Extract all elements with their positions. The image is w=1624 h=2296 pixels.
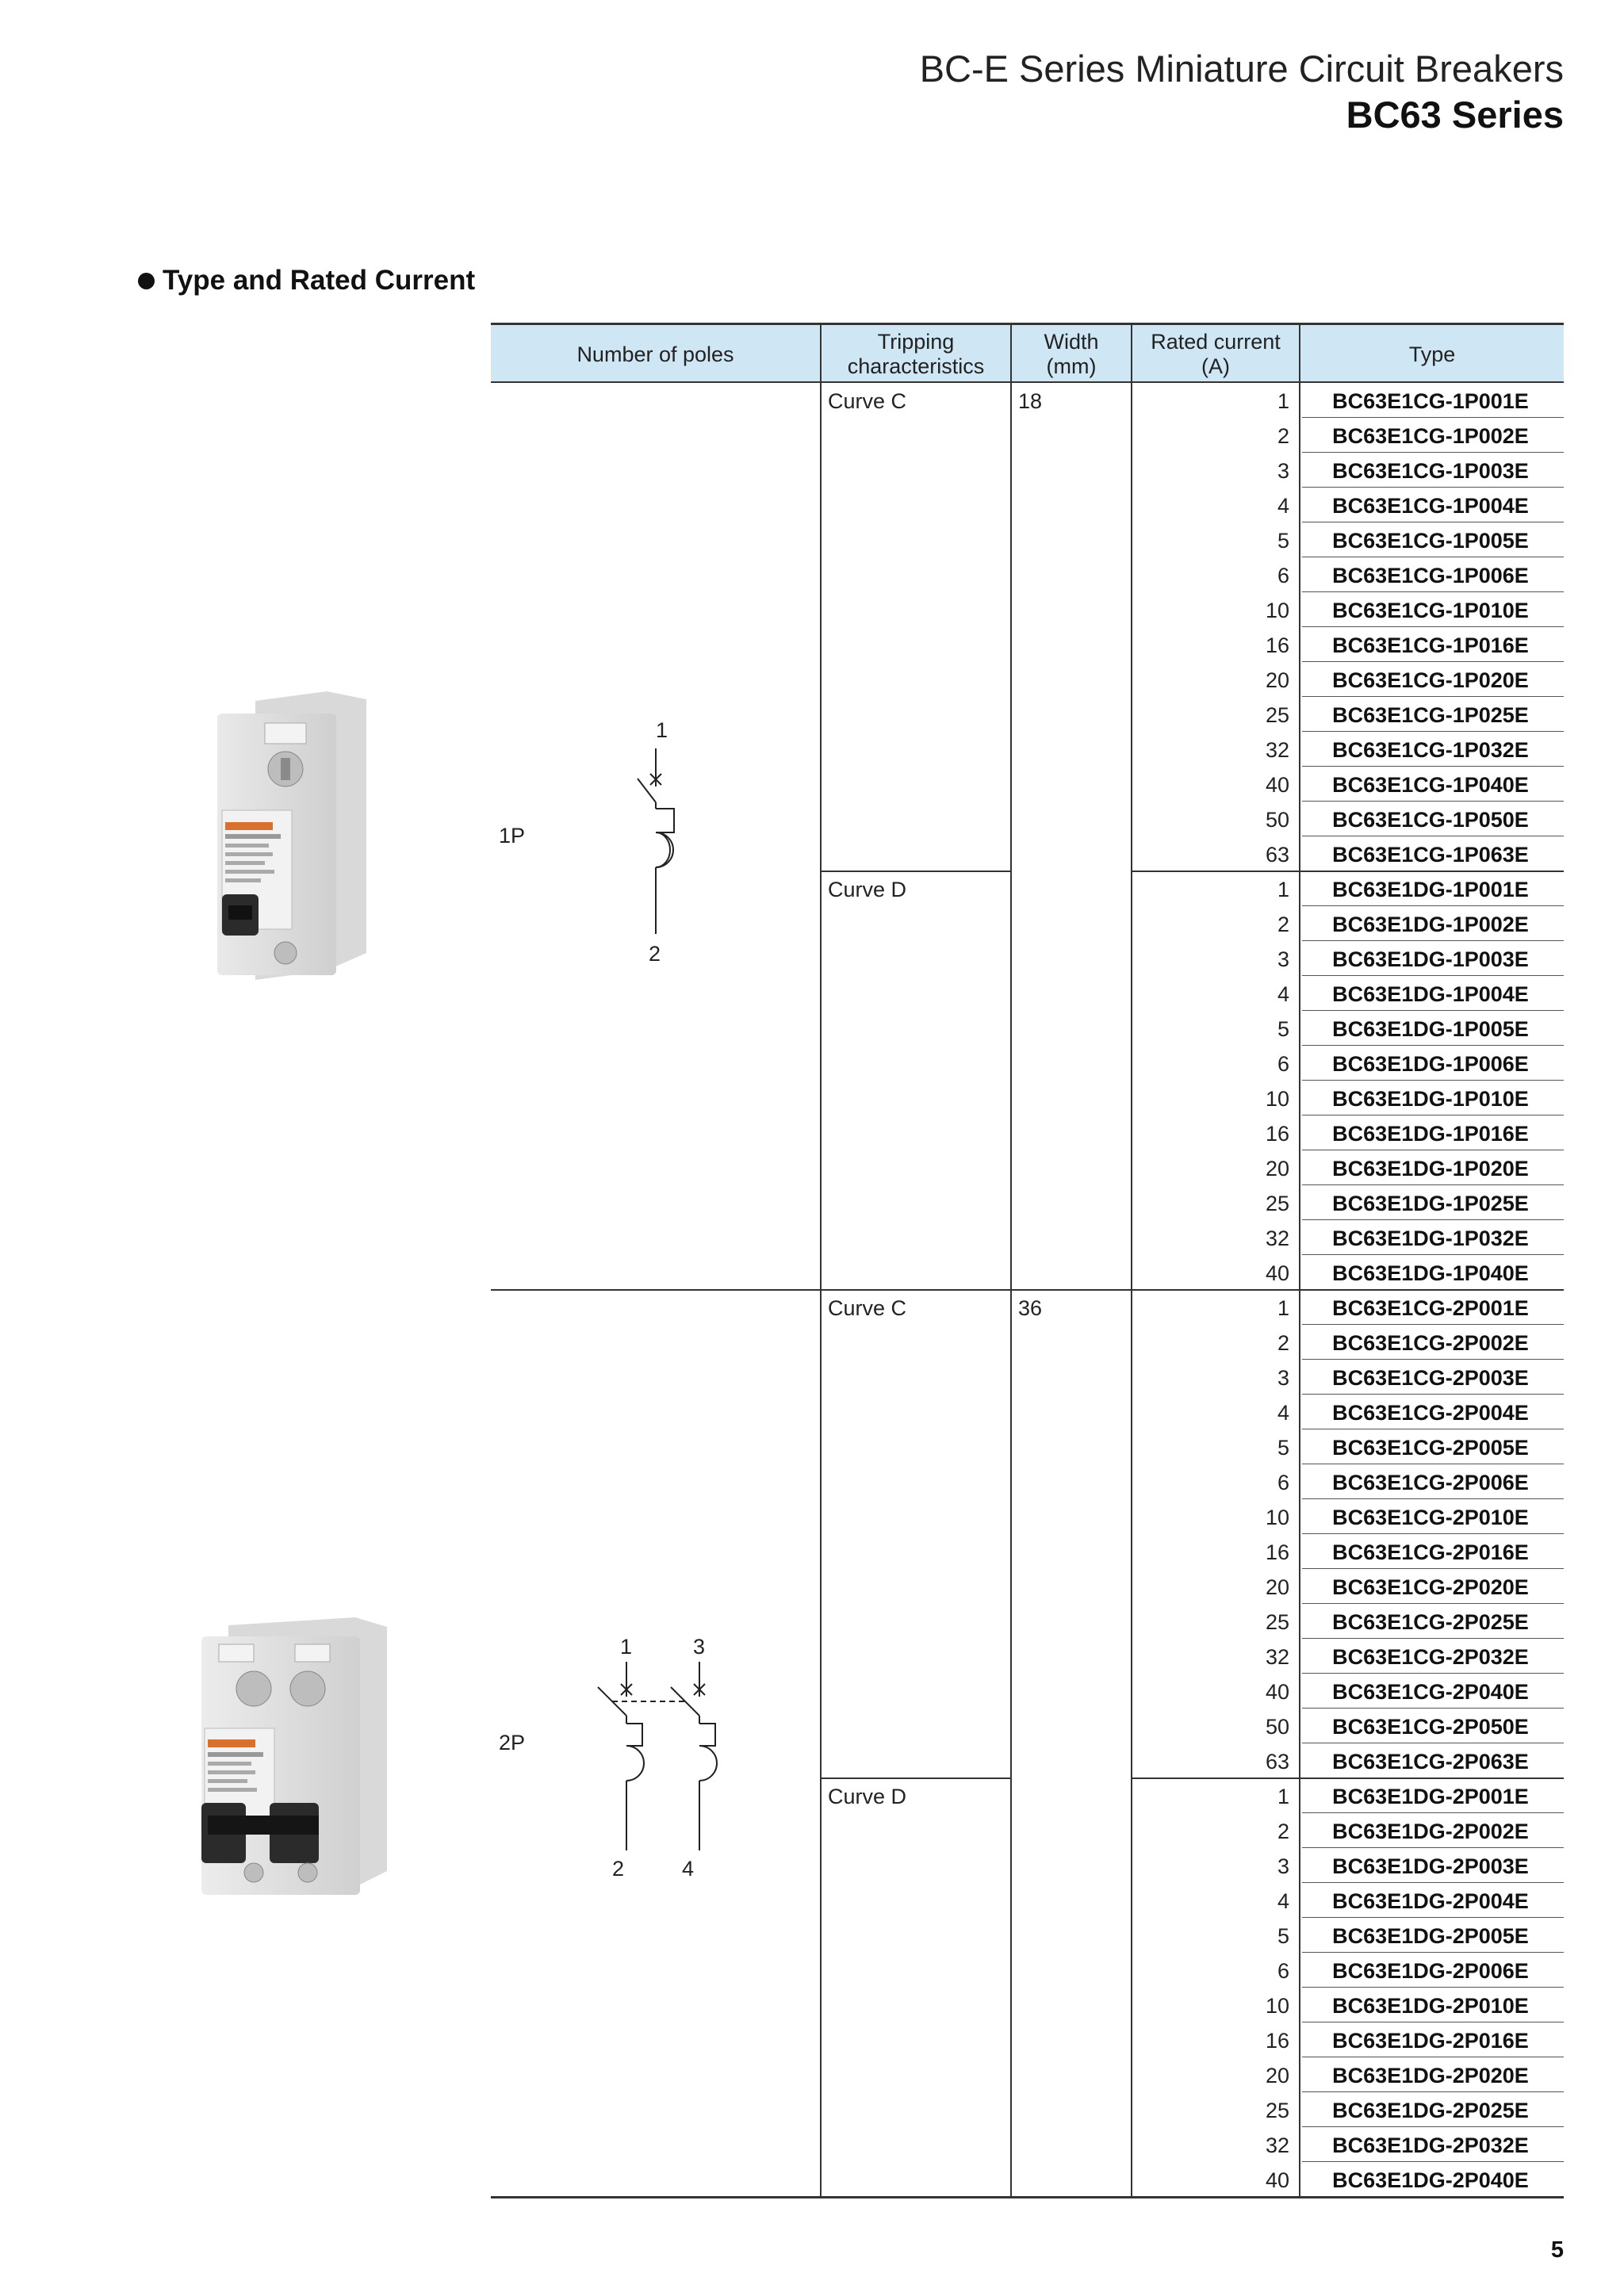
rated-current-value: 3 — [1277, 1854, 1289, 1878]
rated-current-value: 40 — [1265, 773, 1289, 797]
rated-current-value: 10 — [1265, 1994, 1289, 2018]
type-code: BC63E1DG-1P004E — [1332, 982, 1529, 1006]
rated-current-value: 16 — [1265, 633, 1289, 657]
header-tripping — [820, 325, 1010, 384]
type-code: BC63E1CG-1P020E — [1332, 668, 1529, 692]
terminal-label: 2 — [612, 1857, 625, 1881]
rated-current-value: 1 — [1277, 389, 1289, 413]
header-number-of-poles: Number of poles — [576, 342, 734, 366]
rated-current-value: 40 — [1265, 1680, 1289, 1704]
rated-current-value: 10 — [1265, 1087, 1289, 1111]
terminal-label: 3 — [693, 1635, 706, 1659]
group-divider — [491, 2196, 1564, 2198]
rated-current-value: 3 — [1277, 947, 1289, 971]
type-code: BC63E1DG-1P006E — [1332, 1052, 1529, 1076]
rated-current-value: 63 — [1265, 1750, 1289, 1774]
group-divider — [491, 1289, 1564, 1291]
type-code: BC63E1DG-1P032E — [1332, 1226, 1529, 1250]
terminal-label: 2 — [649, 942, 661, 966]
type-code: BC63E1CG-2P063E — [1332, 1750, 1529, 1774]
type-code: BC63E1CG-2P004E — [1332, 1401, 1529, 1425]
type-code: BC63E1CG-2P006E — [1332, 1471, 1529, 1494]
type-code: BC63E1CG-2P002E — [1332, 1331, 1529, 1355]
type-code: BC63E1DG-2P025E — [1332, 2099, 1529, 2122]
rated-current-value: 6 — [1277, 1052, 1289, 1076]
rated-current-value: 5 — [1277, 1017, 1289, 1041]
curve-divider — [820, 1777, 1010, 1779]
rated-current-value: 32 — [1265, 1226, 1289, 1250]
row-divider — [1302, 1045, 1564, 1046]
type-code: BC63E1DG-2P016E — [1332, 2029, 1529, 2053]
header-rated-current — [1131, 325, 1299, 384]
type-code: BC63E1DG-1P005E — [1332, 1017, 1529, 1041]
type-code: BC63E1CG-2P032E — [1332, 1645, 1529, 1669]
type-code: BC63E1DG-2P001E — [1332, 1785, 1529, 1808]
rated-current-value: 40 — [1265, 1261, 1289, 1285]
column-divider — [820, 383, 822, 2197]
rated-current-value: 20 — [1265, 668, 1289, 692]
row-divider — [1302, 1952, 1564, 1953]
section-heading — [138, 265, 475, 297]
row-divider — [1302, 1847, 1564, 1848]
product-image-2p — [197, 1617, 387, 1900]
type-code: BC63E1DG-1P025E — [1332, 1192, 1529, 1215]
type-code: BC63E1DG-2P032E — [1332, 2133, 1529, 2157]
row-divider — [1302, 2126, 1564, 2127]
row-divider — [1302, 1359, 1564, 1360]
rated-current-value: 5 — [1277, 1436, 1289, 1460]
column-divider — [1131, 383, 1132, 2197]
type-code: BC63E1CG-1P050E — [1332, 808, 1529, 832]
rated-current-value: 25 — [1265, 2099, 1289, 2122]
width-value: 36 — [1018, 1296, 1043, 1320]
row-divider — [1302, 696, 1564, 697]
page-header — [920, 46, 1564, 138]
curve-label: Curve C — [828, 389, 907, 413]
type-code: BC63E1CG-2P025E — [1332, 1610, 1529, 1634]
rated-current-value: 5 — [1277, 529, 1289, 553]
row-divider — [1302, 1010, 1564, 1011]
rated-current-value: 4 — [1277, 1401, 1289, 1425]
row-divider — [1302, 1638, 1564, 1639]
row-divider — [1302, 1568, 1564, 1569]
rated-current-value: 32 — [1265, 1645, 1289, 1669]
rated-current-value: 16 — [1265, 2029, 1289, 2053]
rated-current-value: 10 — [1265, 1506, 1289, 1529]
row-divider — [1302, 417, 1564, 418]
row-divider — [1302, 1812, 1564, 1813]
row-divider — [1302, 905, 1564, 906]
type-code: BC63E1CG-1P040E — [1332, 773, 1529, 797]
row-divider — [1302, 1184, 1564, 1185]
rated-current-value: 16 — [1265, 1540, 1289, 1564]
rated-current-value: 32 — [1265, 2133, 1289, 2157]
row-divider — [1302, 1219, 1564, 1220]
row-divider — [1302, 1394, 1564, 1395]
type-code: BC63E1CG-2P016E — [1332, 1540, 1529, 1564]
rated-current-value: 20 — [1265, 1575, 1289, 1599]
rated-current-value: 40 — [1265, 2168, 1289, 2192]
header-rated-line2: (A) — [1201, 354, 1230, 378]
row-divider — [1302, 1603, 1564, 1604]
type-code: BC63E1DG-1P002E — [1332, 913, 1529, 936]
rated-current-value: 6 — [1277, 564, 1289, 587]
row-divider — [1302, 1080, 1564, 1081]
row-divider — [1302, 1533, 1564, 1534]
rated-current-value: 25 — [1265, 1192, 1289, 1215]
row-divider — [1302, 1254, 1564, 1255]
type-code: BC63E1CG-1P063E — [1332, 843, 1529, 867]
rated-current-value: 2 — [1277, 913, 1289, 936]
rated-current-value: 2 — [1277, 1331, 1289, 1355]
product-image-1p — [208, 691, 366, 988]
section-heading-text: Type and Rated Current — [163, 265, 476, 296]
rated-current-value: 32 — [1265, 738, 1289, 762]
row-divider — [1302, 661, 1564, 662]
type-code: BC63E1DG-2P020E — [1332, 2064, 1529, 2087]
rated-current-value: 20 — [1265, 2064, 1289, 2087]
row-divider — [1302, 1708, 1564, 1709]
type-code: BC63E1DG-2P040E — [1332, 2168, 1529, 2192]
type-code: BC63E1CG-2P003E — [1332, 1366, 1529, 1390]
rated-current-value: 50 — [1265, 1715, 1289, 1739]
rated-current-value: 1 — [1277, 1296, 1289, 1320]
circuit-diagram-2p — [587, 1627, 730, 1881]
rated-current-value: 5 — [1277, 1924, 1289, 1948]
type-code: BC63E1CG-1P002E — [1332, 424, 1529, 448]
page-number: 5 — [1550, 2237, 1564, 2263]
row-divider — [1302, 2161, 1564, 2162]
type-code: BC63E1DG-1P020E — [1332, 1157, 1529, 1181]
bullet-icon — [138, 273, 155, 289]
type-code: BC63E1CG-1P005E — [1332, 529, 1529, 553]
type-code: BC63E1CG-1P016E — [1332, 633, 1529, 657]
type-code: BC63E1CG-1P003E — [1332, 459, 1529, 483]
type-code: BC63E1CG-2P050E — [1332, 1715, 1529, 1739]
curve-label: Curve D — [828, 878, 907, 901]
row-divider — [1302, 1673, 1564, 1674]
type-code: BC63E1CG-1P001E — [1332, 389, 1529, 413]
rated-current-value: 4 — [1277, 494, 1289, 518]
row-divider — [1302, 487, 1564, 488]
rated-current-value: 4 — [1277, 1889, 1289, 1913]
type-code: BC63E1CG-1P025E — [1332, 703, 1529, 727]
rated-current-value: 3 — [1277, 459, 1289, 483]
rated-current-value: 25 — [1265, 1610, 1289, 1634]
series-title: BC-E Series Miniature Circuit Breakers — [919, 48, 1564, 90]
type-code: BC63E1DG-2P004E — [1332, 1889, 1529, 1913]
curve-divider — [1131, 871, 1564, 872]
type-code: BC63E1CG-2P020E — [1332, 1575, 1529, 1599]
type-code: BC63E1DG-2P005E — [1332, 1924, 1529, 1948]
type-code: BC63E1CG-1P006E — [1332, 564, 1529, 587]
header-rated-line1: Rated current — [1151, 330, 1281, 354]
curve-label: Curve C — [828, 1296, 907, 1320]
rated-current-value: 63 — [1265, 843, 1289, 867]
row-divider — [1302, 626, 1564, 627]
row-divider — [1302, 1324, 1564, 1325]
header-tripping-line2: characteristics — [847, 354, 985, 378]
curve-divider — [1131, 1777, 1564, 1779]
rated-current-value: 6 — [1277, 1471, 1289, 1494]
rated-current-value: 1 — [1277, 1785, 1289, 1808]
header-width-line1: Width — [1044, 330, 1099, 354]
type-code: BC63E1DG-2P002E — [1332, 1820, 1529, 1843]
row-divider — [1302, 940, 1564, 941]
row-divider — [1302, 2091, 1564, 2092]
series-subtitle: BC63 Series — [1346, 94, 1564, 136]
rated-current-value: 6 — [1277, 1959, 1289, 1983]
rated-current-value: 2 — [1277, 1820, 1289, 1843]
row-divider — [1302, 975, 1564, 976]
row-divider — [1302, 731, 1564, 732]
rated-current-value: 1 — [1277, 878, 1289, 901]
width-value: 18 — [1018, 389, 1043, 413]
type-code: BC63E1DG-2P010E — [1332, 1994, 1529, 2018]
row-divider — [1302, 1498, 1564, 1499]
circuit-diagram-1p — [626, 714, 706, 967]
type-code: BC63E1DG-1P040E — [1332, 1261, 1529, 1285]
row-divider — [1302, 1882, 1564, 1883]
row-divider — [1302, 452, 1564, 453]
row-divider — [1302, 1917, 1564, 1918]
type-code: BC63E1DG-2P006E — [1332, 1959, 1529, 1983]
type-code: BC63E1CG-2P001E — [1332, 1296, 1529, 1320]
type-code: BC63E1CG-1P032E — [1332, 738, 1529, 762]
terminal-label: 1 — [620, 1635, 633, 1659]
rated-current-value: 10 — [1265, 599, 1289, 622]
rated-current-value: 3 — [1277, 1366, 1289, 1390]
rated-current-value: 2 — [1277, 424, 1289, 448]
type-code: BC63E1CG-1P004E — [1332, 494, 1529, 518]
header-width-line2: (mm) — [1046, 354, 1097, 378]
type-code: BC63E1DG-1P001E — [1332, 878, 1529, 901]
column-divider — [1299, 383, 1300, 2197]
type-code: BC63E1DG-2P003E — [1332, 1854, 1529, 1878]
table-header — [491, 323, 1564, 383]
poles-label: 2P — [499, 1731, 526, 1755]
terminal-label: 4 — [682, 1857, 695, 1881]
rated-current-value: 4 — [1277, 982, 1289, 1006]
terminal-label: 1 — [656, 718, 668, 742]
row-divider — [1302, 801, 1564, 802]
header-width — [1010, 325, 1131, 384]
row-divider — [1302, 591, 1564, 592]
row-divider — [1302, 766, 1564, 767]
header-type: Type — [1299, 325, 1564, 384]
type-code: BC63E1CG-2P040E — [1332, 1680, 1529, 1704]
row-divider — [1302, 1987, 1564, 1988]
curve-divider — [820, 871, 1010, 872]
rated-current-value: 25 — [1265, 703, 1289, 727]
type-code: BC63E1CG-1P010E — [1332, 599, 1529, 622]
rated-current-value: 50 — [1265, 808, 1289, 832]
type-code: BC63E1DG-1P003E — [1332, 947, 1529, 971]
rated-current-value: 20 — [1265, 1157, 1289, 1181]
column-divider — [1010, 383, 1012, 2197]
rated-current-value: 16 — [1265, 1122, 1289, 1146]
header-tripping-line1: Tripping — [877, 330, 955, 354]
curve-label: Curve D — [828, 1785, 907, 1808]
type-code: BC63E1CG-2P005E — [1332, 1436, 1529, 1460]
type-code: BC63E1DG-1P016E — [1332, 1122, 1529, 1146]
poles-label: 1P — [499, 824, 526, 848]
type-code: BC63E1CG-2P010E — [1332, 1506, 1529, 1529]
type-code: BC63E1DG-1P010E — [1332, 1087, 1529, 1111]
